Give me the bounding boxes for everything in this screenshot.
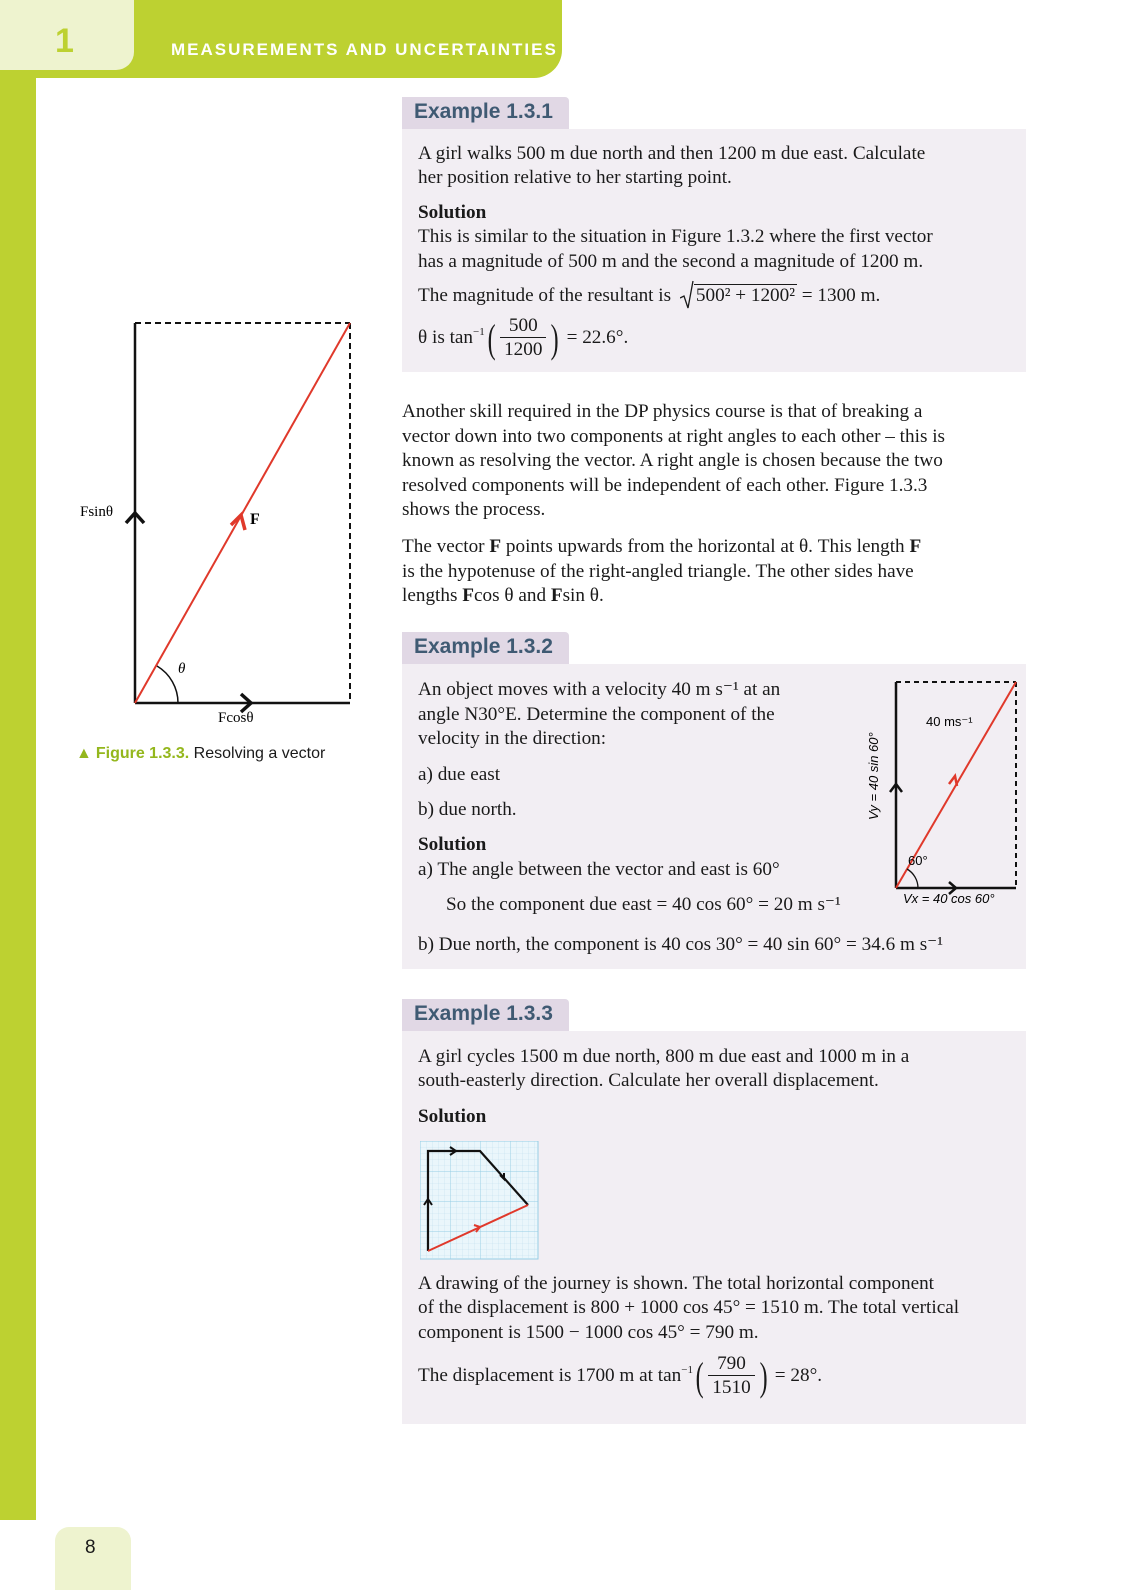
- theta-prefix: θ is tan: [418, 326, 474, 348]
- p2-text: sin θ.: [562, 585, 604, 606]
- p2-text: points upwards from the horizontal at θ. This length: [501, 536, 910, 557]
- example-1-question-line1: A girl walks 500 m due north and then 1200 m due east. Calculate: [418, 143, 926, 164]
- example-2-part-b: b) due north.: [418, 799, 517, 820]
- label-theta: θ: [178, 661, 186, 677]
- grid-lines: [420, 1141, 538, 1259]
- paragraph-2-line3: [402, 584, 1030, 609]
- vy-label: Vy = 40 sin 60°: [866, 732, 881, 820]
- theta-result: = 22.6°.: [566, 326, 629, 348]
- paragraph-resolving: [402, 400, 1030, 523]
- magnitude-prefix: The magnitude of the resultant is: [418, 285, 672, 306]
- theta-arc: [157, 666, 178, 703]
- example-2-tag: Example 1.3.2: [402, 632, 569, 664]
- paragraph-2-line1: [402, 535, 1030, 560]
- displacement-fraction: [708, 1353, 754, 1400]
- angle-label: 60°: [908, 853, 928, 868]
- speed-label: 40 ms⁻¹: [926, 714, 973, 729]
- p2-text: The vector: [402, 536, 490, 557]
- chapter-number: 1: [55, 22, 74, 60]
- sqrt-radicand: 500² + 1200²: [695, 285, 795, 306]
- example-2-question-line2: angle N30°E. Determine the component of the: [418, 704, 775, 725]
- paragraph-1-line: shows the process.: [402, 499, 546, 520]
- example-1-solution-line2: has a magnitude of 500 m and the second a magnitude of 1200 m.: [418, 251, 924, 272]
- example-1-question-line2: her position relative to her starting point.: [418, 167, 732, 188]
- example-3-question-line1: A girl cycles 1500 m due north, 800 m due east and 1000 m in a: [418, 1046, 910, 1067]
- example-2-question-line3: velocity in the direction:: [418, 728, 607, 749]
- label-f: F: [250, 511, 260, 528]
- figure-label: ▲ Figure 1.3.3.: [76, 745, 189, 762]
- displacement-numerator: 790: [708, 1353, 754, 1376]
- example-3-tag: Example 1.3.3: [402, 999, 569, 1031]
- example-3-solution-line3: component is 1500 − 1000 cos 45° = 790 m.: [418, 1322, 759, 1343]
- example-2-solution-label: Solution: [418, 834, 487, 855]
- example-2-velocity-diagram: [858, 672, 1024, 912]
- figure-caption: [76, 745, 325, 763]
- theta-denominator: 1200: [504, 339, 543, 360]
- magnitude-result: = 1300 m.: [801, 285, 881, 306]
- p2-text: cos θ and: [473, 585, 551, 606]
- theta-inverse: −1: [473, 325, 485, 338]
- figure-resolving-vector: [70, 315, 370, 735]
- displacement-result: = 28°.: [774, 1364, 823, 1386]
- p2-bold-f: F: [489, 536, 502, 557]
- vector-f-line: [135, 323, 350, 703]
- example-1-theta: θ is $\tan^{-1}$( $\frac{500}{1200}$ ) = 22.6°.: [418, 315, 629, 361]
- displacement-denominator: 1510: [712, 1377, 751, 1398]
- angle-arc: [907, 869, 918, 888]
- example-3-solution-label: Solution: [418, 1106, 487, 1127]
- label-fcos: Fcosθ: [218, 710, 254, 726]
- chapter-side-rail: [0, 0, 36, 1520]
- p2-bold-f: F: [550, 585, 563, 606]
- inner-corner: [36, 78, 116, 158]
- paragraph-vector-f: [402, 535, 1030, 609]
- example-3-question-line2: south-easterly direction. Calculate her overall displacement.: [418, 1070, 879, 1091]
- paragraph-1-line: Another skill required in the DP physics course is that of breaking a: [402, 401, 923, 422]
- paragraph-1-line: resolved components will be independent of each other. Figure 1.3.3: [402, 474, 928, 496]
- theta-numerator: 500: [500, 315, 546, 338]
- example-3-solution-line1: A drawing of the journey is shown. The total horizontal component: [418, 1273, 935, 1294]
- displacement-inverse: −1: [681, 1363, 693, 1376]
- example-1-solution-label: Solution: [418, 202, 487, 223]
- example-1-magnitude: [418, 284, 880, 309]
- theta-fraction: [500, 315, 546, 362]
- p2-text: lengths: [402, 585, 463, 606]
- vx-label: Vx = 40 cos 60°: [903, 891, 995, 906]
- example-3-solution-line2: of the displacement is 800 + 1000 cos 45° = 1510 m. The total vertical: [418, 1297, 960, 1318]
- p2-bold-f: F: [909, 536, 922, 557]
- example-2-solution-a: a) The angle between the vector and east is 60°: [418, 859, 780, 880]
- example-2-part-a: a) due east: [418, 764, 501, 785]
- sqrt-expression: [680, 284, 797, 309]
- label-fsin: Fsinθ: [80, 504, 114, 520]
- example-1-solution-line1: This is similar to the situation in Figure 1.3.2 where the first vector: [418, 226, 933, 247]
- paragraph-1-line: known as resolving the vector. A right angle is chosen because the two: [402, 450, 943, 471]
- sqrt-sign: [680, 280, 694, 310]
- example-1-tag: Example 1.3.1: [402, 97, 569, 129]
- chapter-title: MEASUREMENTS AND UNCERTAINTIES: [171, 40, 558, 59]
- paragraph-2-line2: is the hypotenuse of the right-angled triangle. The other sides have: [402, 560, 914, 582]
- figure-caption-text: Resolving a vector: [193, 745, 326, 762]
- journey-grid-diagram: [420, 1141, 540, 1261]
- example-2-solution-a-component: So the component due east = 40 cos 60° = 20 m s⁻¹: [446, 894, 841, 915]
- example-2-solution-b: b) Due north, the component is 40 cos 30° = 40 sin 60° = 34.6 m s⁻¹: [418, 934, 944, 955]
- velocity-arrowhead: [949, 776, 957, 786]
- example-3-displacement: The displacement is 1700 m at $\tan^{-1}$( $\frac{790}{1510}$ ) = 28°.: [418, 1353, 823, 1399]
- page-number: 8: [85, 1537, 96, 1558]
- paragraph-1-line: vector down into two components at right angles to each other – this is: [402, 425, 946, 447]
- displacement-prefix: The displacement is 1700 m at tan: [418, 1364, 682, 1386]
- example-2-question-line1: An object moves with a velocity 40 m s⁻¹ at an: [418, 679, 781, 700]
- p2-bold-f: F: [462, 585, 474, 606]
